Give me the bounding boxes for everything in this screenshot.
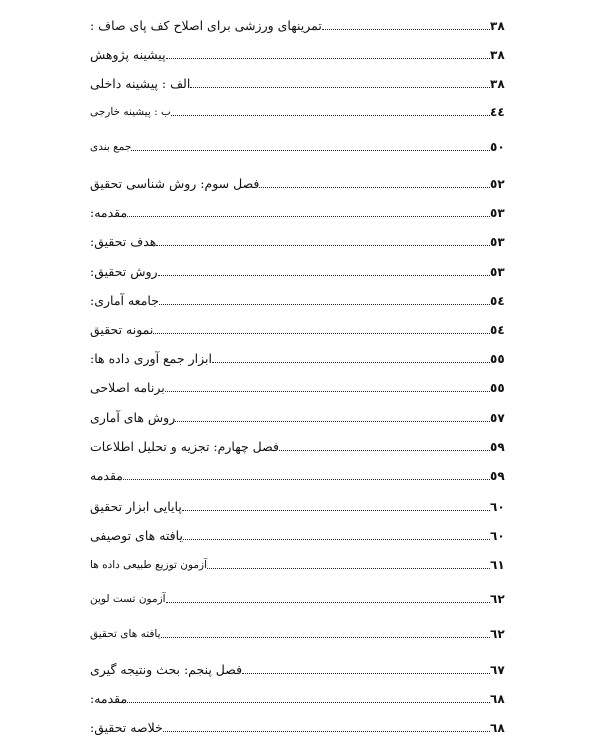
toc-entry-title: فصل چهارم: تجزیه و تحلیل اطلاعات xyxy=(90,439,279,454)
toc-entry-title: یافته های تحقیق xyxy=(90,628,161,640)
dot-leader xyxy=(165,391,490,392)
toc-entry xyxy=(88,199,510,221)
toc-entry xyxy=(88,345,510,367)
toc-page-number: ٦١ xyxy=(490,558,505,572)
toc-entry-title: جامعه آماری: xyxy=(90,293,159,308)
toc-entry xyxy=(88,433,510,455)
toc-entry xyxy=(88,404,510,426)
toc-entry-title: تمرینهای ورزشی برای اصلاح کف پای صاف : xyxy=(90,18,322,33)
toc-page-number: ٥٣ xyxy=(490,265,505,279)
toc-entry xyxy=(88,551,510,573)
table-of-contents xyxy=(88,0,510,749)
toc-page-number: ٥٠ xyxy=(490,140,505,154)
dot-leader xyxy=(158,275,490,276)
dot-leader xyxy=(131,150,490,151)
toc-entry xyxy=(88,656,510,678)
toc-page-number: ٥٩ xyxy=(490,440,505,454)
toc-entry-title: ابزار جمع آوری داده ها: xyxy=(90,351,212,366)
toc-entry xyxy=(88,133,510,155)
toc-entry-title: روش های آماری xyxy=(90,410,176,425)
toc-entry-title: خلاصه تحقیق: xyxy=(90,720,163,735)
toc-page-number: ٦٨ xyxy=(490,721,505,735)
toc-page-number: ٣٨ xyxy=(490,48,505,62)
toc-entry-title: پایایی ابزار تحقیق xyxy=(90,499,182,514)
toc-page-number: ٥٥ xyxy=(490,352,505,366)
toc-page-number: ٥٤ xyxy=(490,323,505,337)
toc-entry-title: فصل پنجم: بحث ونتیجه گیری xyxy=(90,662,243,677)
toc-entry-title: مقدمه: xyxy=(90,691,128,706)
toc-entry xyxy=(88,462,510,484)
dot-leader xyxy=(159,304,490,305)
toc-entry-title: ب : پیشینه خارجی xyxy=(90,106,171,118)
dot-leader xyxy=(175,421,490,422)
toc-entry-title: آزمون تست لوین xyxy=(90,593,166,605)
toc-entry-title: پیشینه پژوهش xyxy=(90,47,166,62)
toc-page-number: ٦٢ xyxy=(490,592,505,606)
toc-entry xyxy=(88,70,510,92)
toc-entry xyxy=(88,228,510,250)
toc-entry-title: هدف تحقیق: xyxy=(90,234,157,249)
toc-entry-title: فصل سوم: روش شناسی تحقیق xyxy=(90,176,260,191)
toc-page-number: ٥٩ xyxy=(490,469,505,483)
toc-page-number: ٦٧ xyxy=(490,663,505,677)
toc-entry xyxy=(88,98,510,120)
toc-entry xyxy=(88,493,510,515)
toc-entry xyxy=(88,685,510,707)
toc-entry-title: الف : پیشینه داخلی xyxy=(90,76,191,91)
toc-entry-title: آزمون توزیع طبیعی داده ها xyxy=(90,559,208,571)
dot-leader xyxy=(163,731,490,732)
toc-entry-title: جمع بندی xyxy=(90,141,132,153)
dot-leader xyxy=(166,58,490,59)
dot-leader xyxy=(212,362,490,363)
dot-leader xyxy=(123,479,490,480)
toc-entry xyxy=(88,620,510,642)
toc-entry xyxy=(88,170,510,192)
toc-page-number: ٦٨ xyxy=(490,692,505,706)
toc-entry xyxy=(88,714,510,736)
toc-page-number: ٥٥ xyxy=(490,381,505,395)
dot-leader xyxy=(166,602,490,603)
toc-entry-title: نمونه تحقیق xyxy=(90,322,154,337)
dot-leader xyxy=(322,29,490,30)
toc-page-number: ٣٨ xyxy=(490,77,505,91)
toc-entry xyxy=(88,258,510,280)
dot-leader xyxy=(156,245,490,246)
toc-page-number: ٦٢ xyxy=(490,627,505,641)
toc-entry-title: روش تحقیق: xyxy=(90,264,158,279)
dot-leader xyxy=(242,673,490,674)
dot-leader xyxy=(161,637,490,638)
toc-page-number: ٤٤ xyxy=(490,105,505,119)
dot-leader xyxy=(279,450,490,451)
toc-entry xyxy=(88,522,510,544)
toc-page-number: ٦٠ xyxy=(490,500,505,514)
dot-leader xyxy=(127,702,490,703)
toc-entry xyxy=(88,316,510,338)
dot-leader xyxy=(153,333,490,334)
toc-entry xyxy=(88,585,510,607)
toc-page-number: ٣٨ xyxy=(490,19,505,33)
dot-leader xyxy=(259,187,490,188)
toc-entry xyxy=(88,287,510,309)
dot-leader xyxy=(190,87,490,88)
dot-leader xyxy=(182,510,490,511)
toc-page-number: ٥٤ xyxy=(490,294,505,308)
toc-entry-title: مقدمه: xyxy=(90,205,128,220)
toc-entry xyxy=(88,12,510,34)
dot-leader xyxy=(207,568,490,569)
toc-page-number: ٦٠ xyxy=(490,529,505,543)
toc-page-number: ٥٧ xyxy=(490,411,505,425)
toc-page-number: ٥٢ xyxy=(490,177,505,191)
toc-entry xyxy=(88,41,510,63)
toc-page-number: ٥٣ xyxy=(490,206,505,220)
toc-entry-title: برنامه اصلاحی xyxy=(90,380,165,395)
toc-entry xyxy=(88,374,510,396)
toc-entry-title: یافته های توصیفی xyxy=(90,528,183,543)
dot-leader xyxy=(171,115,490,116)
toc-page-number: ٥٣ xyxy=(490,235,505,249)
dot-leader xyxy=(127,216,490,217)
toc-entry-title: مقدمه xyxy=(90,468,123,483)
dot-leader xyxy=(183,539,490,540)
